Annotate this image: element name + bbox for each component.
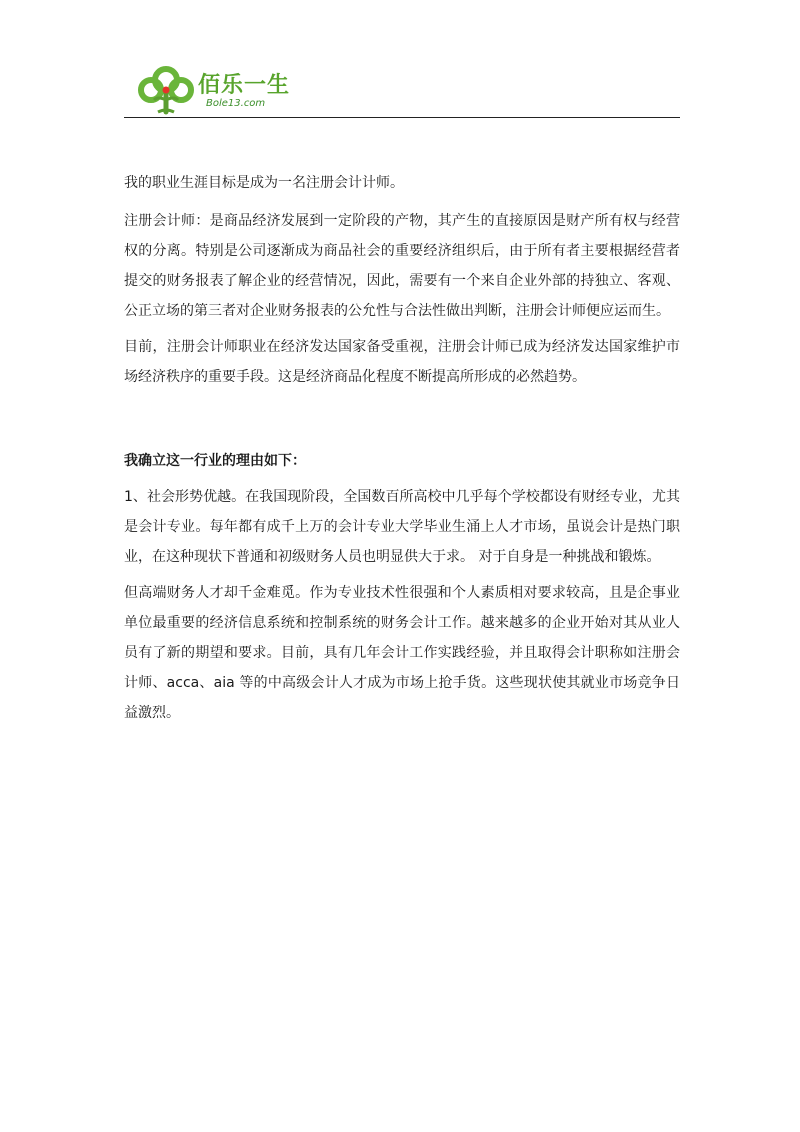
tree-logo-icon: [136, 64, 196, 116]
logo-subtext: Bole13.com: [206, 98, 266, 109]
paragraph-reason-1: 1、社会形势优越。在我国现阶段，全国数百所高校中几乎每个学校都设有财经专业，尤其是会计专业。每年都有成千上万的会计专业大学毕业生涌上人才市场，虽说会计是热门职业，在这种现状下普通和初级财务人员也明显供大于求。 对于自身是一种挑战和锻炼。: [124, 489, 680, 565]
document-body: [124, 168, 680, 728]
logo: [136, 64, 291, 116]
logo-text: 佰乐一生: [198, 73, 291, 98]
paragraph-cpa-definition: 注册会计师：是商品经济发展到一定阶段的产物，其产生的直接原因是财产所有权与经营权的分离。特别是公司逐渐成为商品社会的重要经济组织后，由于所有者主要根据经营者提交的财务报表了解企业的经营情况，因此，需要有一个来自企业外部的持独立、客观、公正立场的第三者对企业财务报表的公允性与合法性做出判断，注册会计师便应运而生。: [124, 213, 680, 319]
paragraph-current-status: 目前，注册会计师职业在经济发达国家备受重视，注册会计师已成为经济发达国家维护市场经济秩序的重要手段。这是经济商品化程度不断提高所形成的必然趋势。: [124, 339, 680, 385]
header-divider: [124, 117, 680, 118]
page-header: [124, 62, 680, 118]
paragraph-goal: 我的职业生涯目标是成为一名注册会计计师。: [124, 175, 404, 191]
paragraph-high-end-talent: 但高端财务人才却千金难觅。作为专业技术性很强和个人素质相对要求较高，且是企事业单位最重要的经济信息系统和控制系统的财务会计工作。越来越多的企业开始对其从业人员有了新的期望和要求。目前，具有几年会计工作实践经验，并且取得会计职称如注册会计师、acca、aia 等的中高级会计人才成为市场上抢手货。这些现状使其就业市场竞争日益激烈。: [124, 585, 680, 721]
section-heading-reasons: 我确立这一行业的理由如下：: [124, 453, 306, 469]
